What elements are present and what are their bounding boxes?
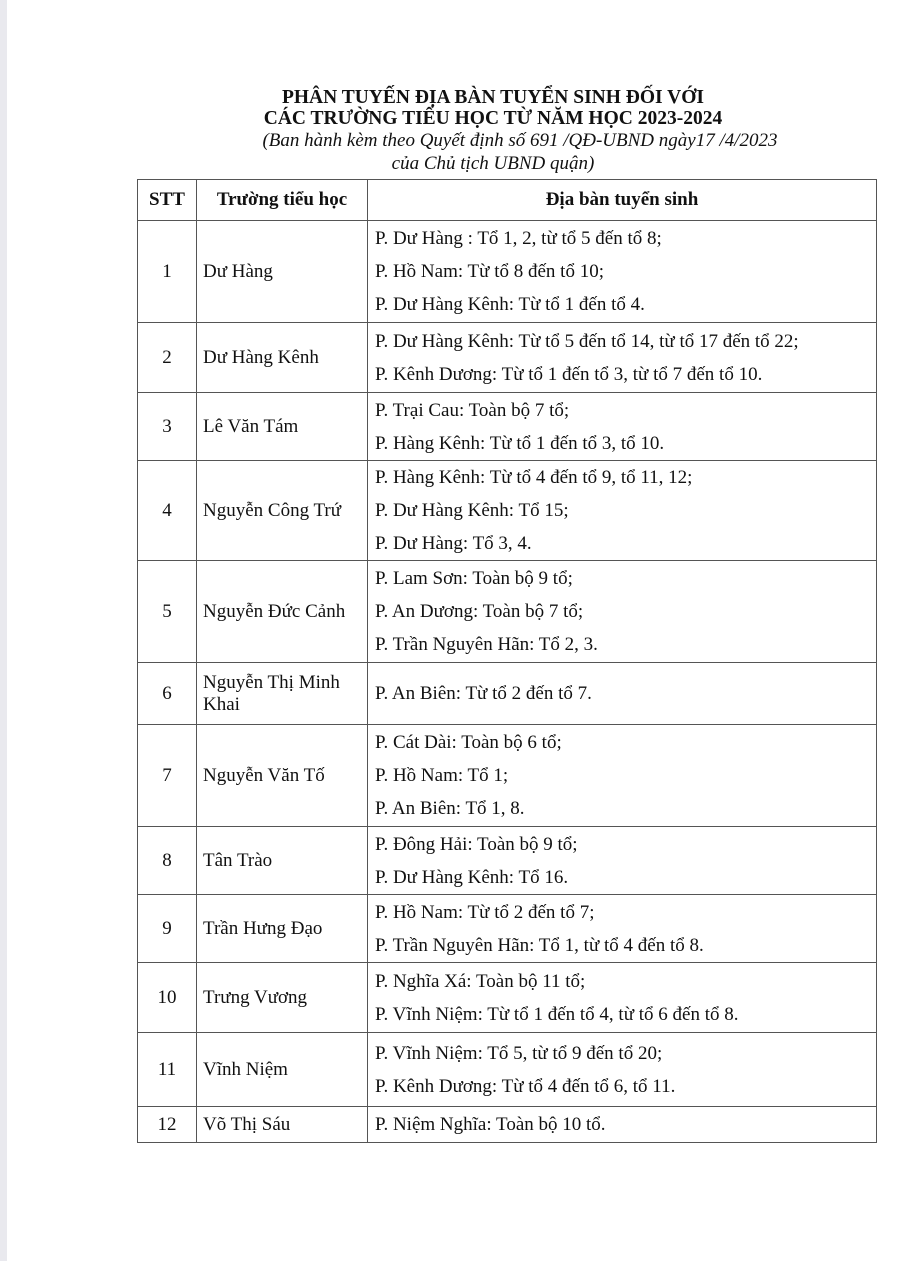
page-edge — [0, 0, 7, 1261]
area-line: P. Trần Nguyên Hãn: Tổ 1, từ tổ 4 đến tổ 8. — [375, 934, 704, 956]
row-stt: 5 — [138, 561, 197, 663]
area-line: P. Vĩnh Niệm: Tổ 5, từ tổ 9 đến tổ 20; — [375, 1042, 663, 1064]
area-line: P. Hàng Kênh: Từ tổ 4 đến tổ 9, tổ 11, 12; — [375, 467, 693, 488]
header-school: Trường tiểu học — [197, 180, 368, 221]
area-line: P. An Biên: Tổ 1, 8. — [375, 798, 525, 819]
row-school: Võ Thị Sáu — [197, 1107, 368, 1143]
area-line: P. Dư Hàng Kênh: Tổ 16. — [375, 866, 569, 888]
row-stt: 2 — [138, 323, 197, 393]
area-line: P. Kênh Dương: Từ tổ 1 đến tổ 3, từ tổ 7 đến tổ 10. — [375, 363, 763, 385]
row-stt: 7 — [138, 725, 197, 827]
row-school: Dư Hàng Kênh — [197, 323, 368, 393]
table-row — [138, 561, 877, 663]
area-line: P. Hàng Kênh: Từ tổ 1 đến tổ 3, tổ 10. — [375, 432, 665, 454]
table-row — [138, 323, 877, 393]
area-line: P. Lam Sơn: Toàn bộ 9 tổ; — [375, 568, 573, 589]
area-line: P. Niệm Nghĩa: Toàn bộ 10 tổ. — [375, 1114, 606, 1135]
header-areas: Địa bàn tuyển sinh — [368, 180, 877, 221]
row-stt: 12 — [138, 1107, 197, 1143]
area-line: P. Hồ Nam: Từ tổ 8 đến tổ 10; — [375, 261, 604, 282]
table-row — [138, 895, 877, 963]
table-row — [138, 461, 877, 561]
row-school: Lê Văn Tám — [197, 393, 368, 461]
area-line: P. Dư Hàng Kênh: Từ tổ 5 đến tổ 14, từ tổ 17 đến tổ 22; — [375, 330, 799, 352]
table-header — [138, 180, 877, 221]
table-row — [138, 1033, 877, 1107]
row-stt: 8 — [138, 827, 197, 895]
area-line: P. Đông Hải: Toàn bộ 9 tổ; — [375, 833, 578, 855]
subtitle-line-1: (Ban hành kèm theo Quyết định số 691 /QĐ-UBND ngày17 /4/2023 — [262, 130, 778, 151]
area-line: P. Dư Hàng Kênh: Từ tổ 1 đến tổ 4. — [375, 294, 645, 315]
area-line: P. Dư Hàng Kênh: Tổ 15; — [375, 500, 569, 521]
title-line-1: PHÂN TUYẾN ĐỊA BÀN TUYỂN SINH ĐỐI VỚI — [281, 87, 705, 108]
area-line: P. Vĩnh Niệm: Từ tổ 1 đến tổ 4, từ tổ 6 đến tổ 8. — [375, 1003, 739, 1025]
row-areas — [368, 963, 877, 1033]
row-areas — [368, 461, 877, 561]
area-line: P. Nghĩa Xá: Toàn bộ 11 tổ; — [375, 970, 586, 992]
area-line: P. Trại Cau: Toàn bộ 7 tổ; — [375, 399, 570, 421]
table-row — [138, 827, 877, 895]
area-line: P. An Dương: Toàn bộ 7 tổ; — [375, 601, 584, 622]
area-line: P. Hồ Nam: Từ tổ 2 đến tổ 7; — [375, 901, 595, 923]
row-school: Nguyễn Công Trứ — [197, 461, 368, 561]
row-school: Trần Hưng Đạo — [197, 895, 368, 963]
row-school: Nguyễn Thị Minh Khai — [197, 663, 368, 725]
area-line: P. Dư Hàng : Tổ 1, 2, từ tổ 5 đến tổ 8; — [375, 228, 662, 249]
row-school: Tân Trào — [197, 827, 368, 895]
row-areas — [368, 561, 877, 663]
row-school: Nguyễn Đức Cảnh — [197, 561, 368, 663]
area-line: P. Cát Dài: Toàn bộ 6 tổ; — [375, 732, 562, 753]
row-stt: 10 — [138, 963, 197, 1033]
area-line: P. Dư Hàng: Tổ 3, 4. — [375, 533, 532, 554]
row-school: Dư Hàng — [197, 221, 368, 323]
header-stt: STT — [138, 180, 197, 221]
area-line: P. Trần Nguyên Hãn: Tổ 2, 3. — [375, 634, 598, 655]
row-areas — [368, 663, 877, 725]
row-school: Nguyễn Văn Tố — [197, 725, 368, 827]
area-line: P. An Biên: Từ tổ 2 đến tổ 7. — [375, 683, 592, 704]
table-row — [138, 221, 877, 323]
area-line: P. Hồ Nam: Tổ 1; — [375, 765, 509, 786]
row-areas — [368, 895, 877, 963]
table-row — [138, 1107, 877, 1143]
area-line: P. Kênh Dương: Từ tổ 4 đến tổ 6, tổ 11. — [375, 1075, 676, 1097]
row-school: Trưng Vương — [197, 963, 368, 1033]
row-areas — [368, 323, 877, 393]
enrollment-table — [137, 179, 877, 1143]
title-line-2: CÁC TRƯỜNG TIỂU HỌC TỪ NĂM HỌC 2023-2024 — [263, 108, 723, 129]
row-stt: 11 — [138, 1033, 197, 1107]
row-school: Vĩnh Niệm — [197, 1033, 368, 1107]
row-areas — [368, 827, 877, 895]
row-stt: 1 — [138, 221, 197, 323]
row-areas — [368, 1033, 877, 1107]
row-areas — [368, 393, 877, 461]
table-row — [138, 725, 877, 827]
table-row — [138, 963, 877, 1033]
row-stt: 6 — [138, 663, 197, 725]
row-stt: 9 — [138, 895, 197, 963]
row-stt: 4 — [138, 461, 197, 561]
row-areas — [368, 221, 877, 323]
row-areas — [368, 1107, 877, 1143]
subtitle-line-2: của Chủ tịch UBND quận) — [391, 153, 595, 174]
table-row — [138, 393, 877, 461]
row-areas — [368, 725, 877, 827]
row-stt: 3 — [138, 393, 197, 461]
table-row — [138, 663, 877, 725]
